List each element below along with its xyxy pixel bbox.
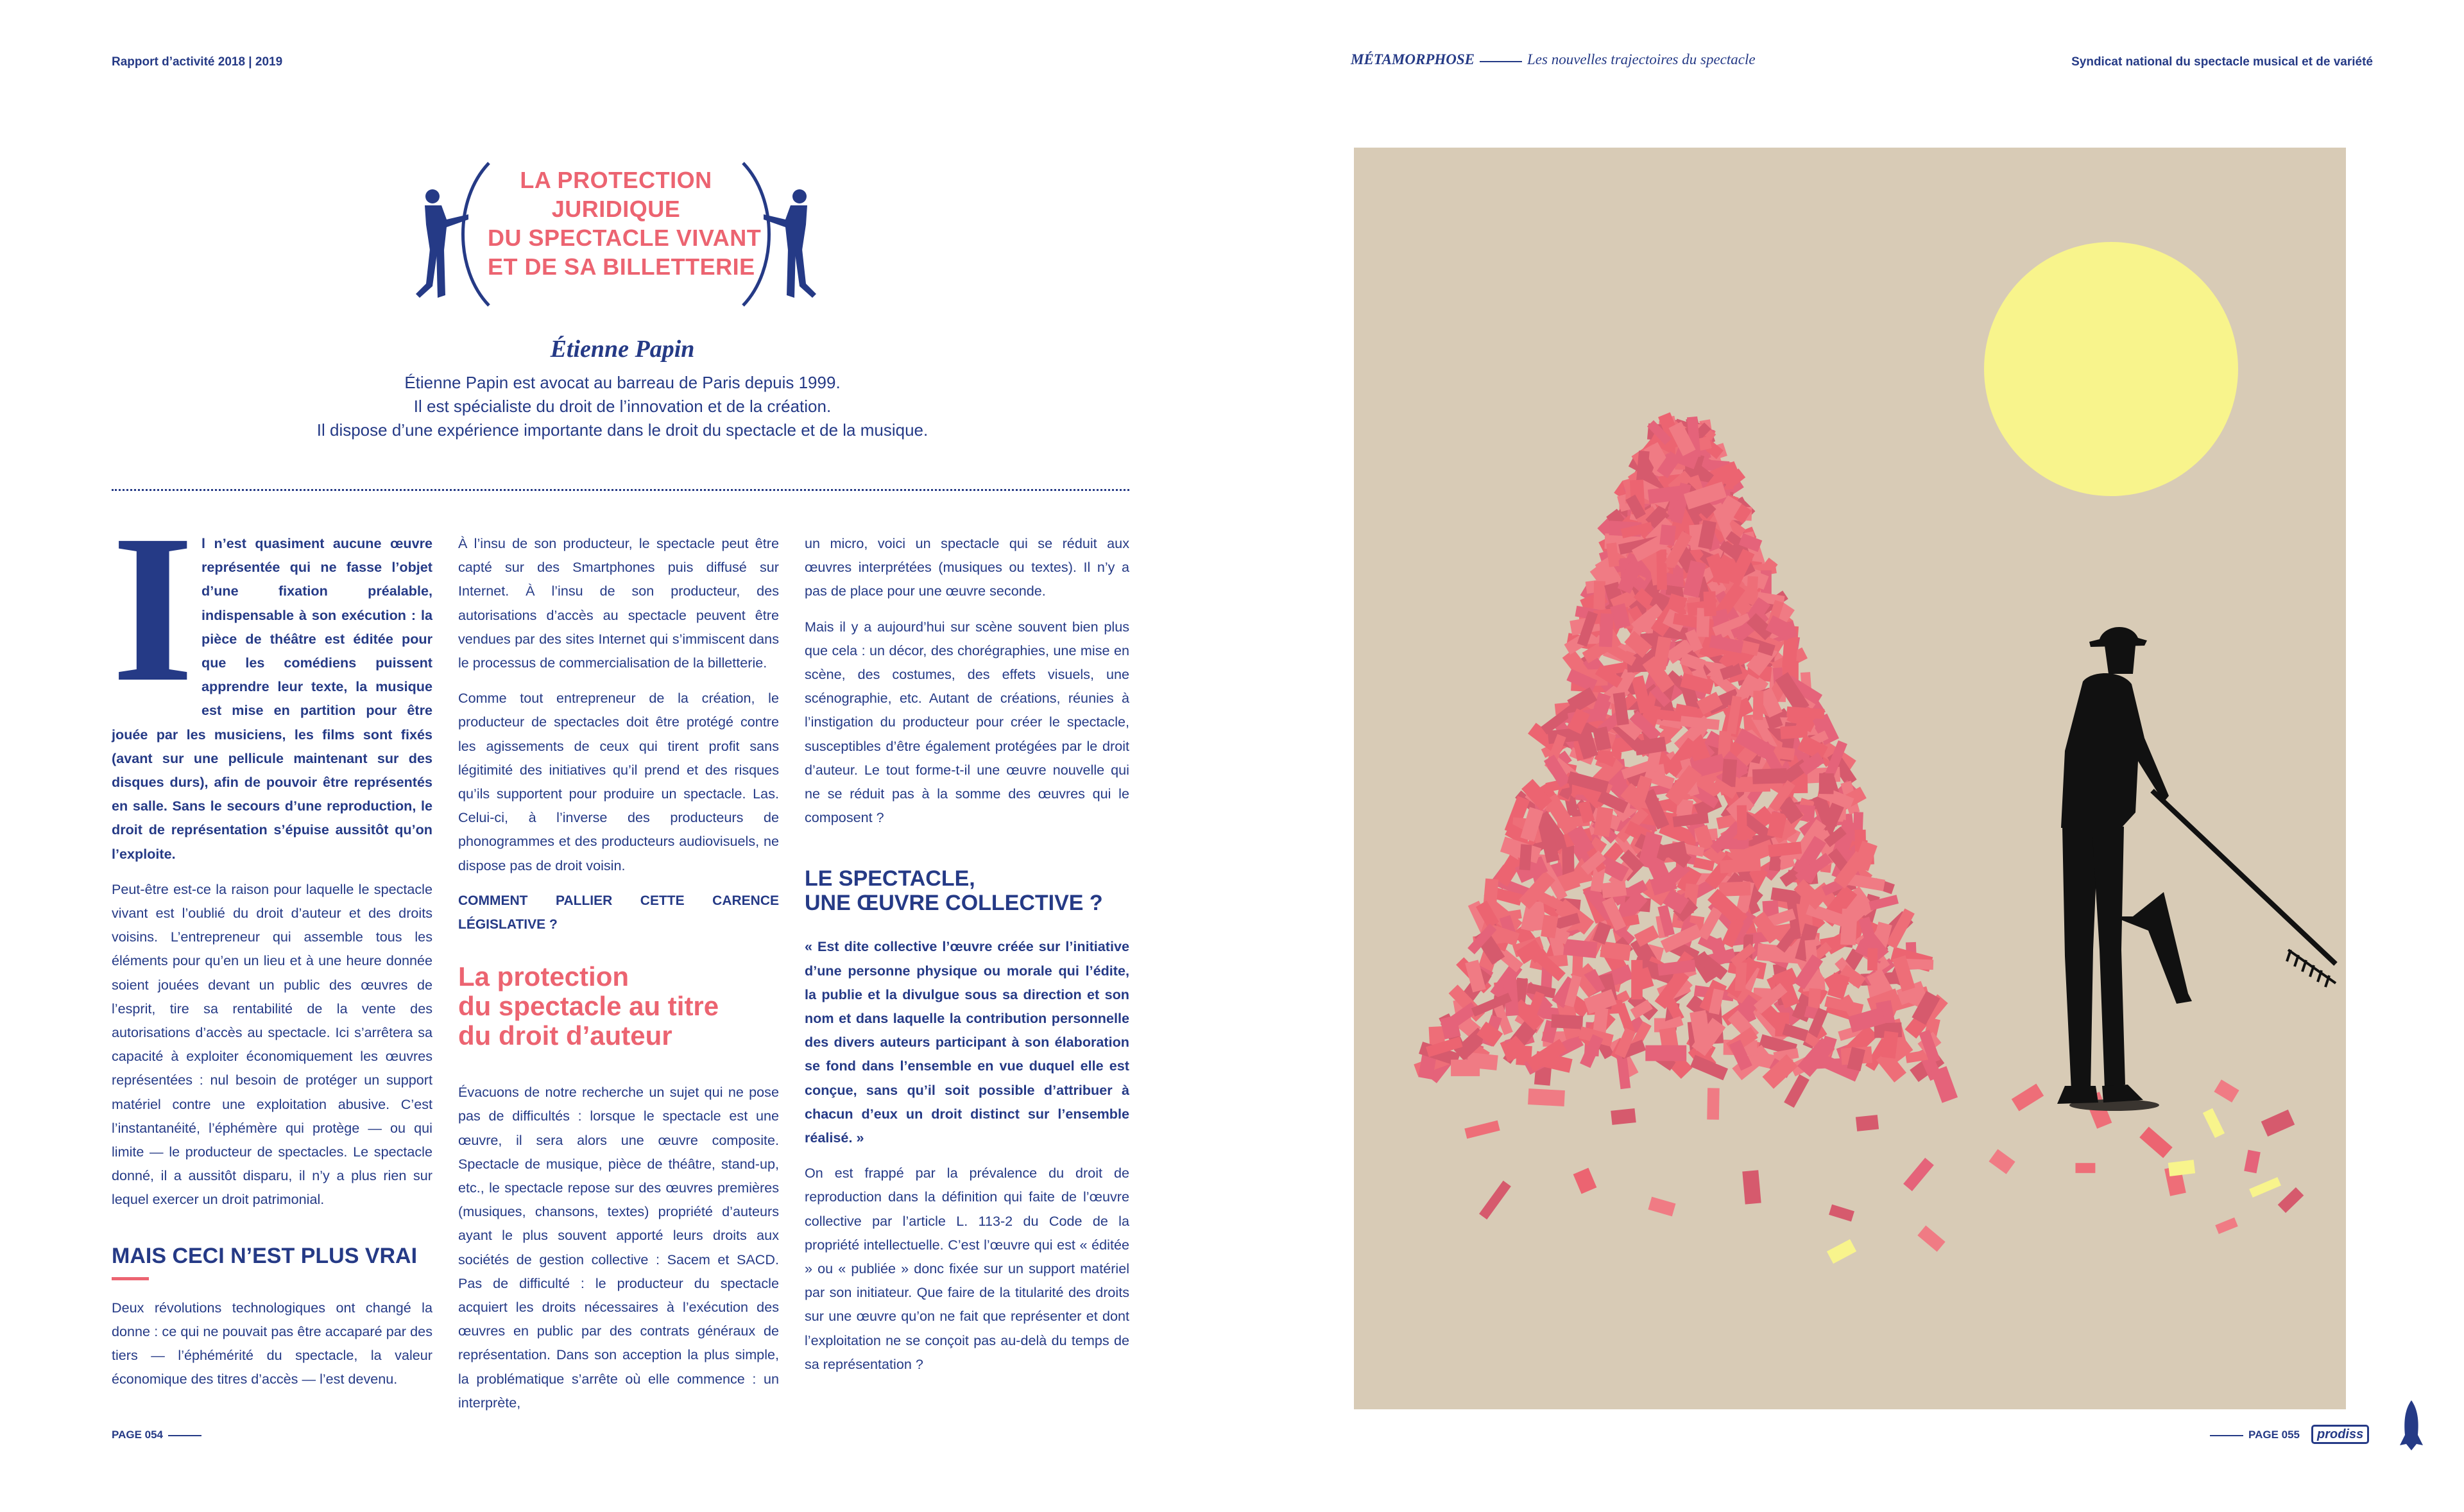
- paragraph: Comme tout entrepreneur de la création, le producteur de spectacles doit être protégé contre les agissements de ceux qui tirent profit sans légitimité des initiatives qu’il prend et des risques qu’ils supportent pour produire un spectacle. Las. Celui-ci, à l’inverse des producteurs de phonogrammes et des producteurs audiovisuels, ne dispose pas de droit voisin.: [458, 690, 779, 873]
- prodiss-logo: prodiss: [2311, 1425, 2369, 1444]
- subheading: COMMENT PALLIER CETTE CARENCE LÉGISLATIVE ?: [458, 893, 779, 932]
- paragraph: Peut-être est-ce la raison pour laquelle le spectacle vivant est l’oublié du droit d’auteur et des droits voisins. L’entrepreneur qui assemble tous les éléments pour qu’en un lieu et à une heure donnée soient jouées devant un public des œuvres de l’esprit, tire sa rentabilité de la vente des autorisations d’accès au spectacle. Ici s’arrêtera sa capacité à exploiter économiquement les œuvres représentées : nul besoin de protéger un support matériel contre une exploitation abusive. C’est l’instantanéité, l’éphémère qui protège — ou qui limite — le producteur de spectacles. Le spectacle donné, il a aussitôt disparu, il n’y a plus rien sur lequel exercer un droit patrimonial.: [112, 881, 432, 1208]
- report-title: Rapport d’activité 2018 | 2019: [112, 55, 283, 69]
- article-title: LA PROTECTION JURIDIQUE DU SPECTACLE VIVANT ET DE SA BILLETTERIE: [488, 167, 762, 280]
- author-name: Étienne Papin: [550, 336, 695, 363]
- column-3: [805, 531, 1129, 1387]
- magazine-subtitle: Les nouvelles trajectoires du spectacle: [1527, 51, 1756, 67]
- section-heading: MAIS CECI N’EST PLUS VRAI: [112, 1243, 418, 1268]
- column-2: [458, 531, 779, 1426]
- section-heading-pink: La protection du spectacle au titre du droit d’auteur: [458, 961, 719, 1051]
- sun: [1984, 242, 2238, 496]
- header-rule: [1480, 61, 1522, 62]
- illustration: [1354, 148, 2346, 1409]
- paragraph: On est frappé par la prévalence du droit de reproduction dans la définition qui faite de l’œuvre collective par l’article L. 113-2 du Code de la propriété intellectuelle. C’est l’œuvre qui est « éditée » ou « publiée » donc fixée sur un support matériel par son initiateur. Que faire de la titularité des droits sur une œuvre qu’on ne fait que représenter et dont l’exploitation ne se conçoit pas au-delà du temps de sa représentation ?: [805, 1165, 1129, 1372]
- paragraph: Évacuons de notre recherche un sujet qui ne pose pas de difficultés : lorsque le spectacle est une œuvre, il sera alors une œuvre composite. Spectacle de musique, pièce de théâtre, stand-up, etc., le spectacle repose sur des œuvres premières (musiques, chansons, textes) propriété d’auteurs ayant le plus souvent apporté leurs droits aux sociétés de gestion collective : Sacem et SACD. Pas de difficulté : le producteur du spectacle acquiert les droits nécessaires à l’exécution des œuvres en public par des contrats généraux de représentation. Dans son acception la plus simple, la problématique s’arrête où elle commence : un interprète,: [458, 1084, 779, 1411]
- paragraph: Deux révolutions technologiques ont changé la donne : ce qui ne pouvait pas être accaparé par des tiers — l’éphémérité du spectacle, la valeur économique des titres d’accès — l’est devenu.: [112, 1299, 432, 1387]
- drop-cap: I: [112, 492, 194, 726]
- legal-quote: « Est dite collective l’œuvre créée sur l’initiative d’une personne physique ou morale qui l’édite, la publie et la divulgue sous sa direction et son nom et dans laquelle la contribution personnelle des divers auteurs participant à son élaboration se fond dans l’ensemble en vue duquel elle est conçue, sans qu’il soit possible d’attribuer à chacun d’eux un droit distinct sur l’ensemble réalisé. »: [805, 938, 1129, 1146]
- magazine-title: MÉTAMORPHOSE: [1351, 51, 1475, 67]
- author-bio: Étienne Papin est avocat au barreau de Paris depuis 1999. Il est spécialiste du droit de l’innovation et de la création. Il dispose d’une expérience importante dans le droit du spectacle et de la musique.: [316, 373, 928, 440]
- paragraph: un micro, voici un spectacle qui se réduit aux œuvres interprétées (musiques ou textes). Il n’y a pas de place pour une œuvre seconde.: [805, 535, 1129, 599]
- paragraph: Mais il y a aujourd’hui sur scène souvent bien plus que cela : un décor, des chorégraphies, une mise en scène, des costumes, des effets visuels, une scénographie, etc. Autant de créations, réunies à l’instigation du producteur pour créer le spectacle, susceptibles d’être également protégées par le droit d’auteur. Le tout forme-t-il une œuvre nouvelle qui ne se réduit pas à la somme des œuvres qui le composent ?: [805, 618, 1129, 826]
- dotted-divider: [112, 489, 1129, 491]
- column-1: [112, 492, 432, 1403]
- magazine-header: [1351, 51, 1756, 68]
- rocket-icon: [2397, 1399, 2426, 1452]
- page-number-left: PAGE 054: [112, 1429, 207, 1441]
- man-pushing-bracket-left-icon: [393, 160, 495, 308]
- organization-name: Syndicat national du spectacle musical et de variété: [2071, 55, 2373, 69]
- paragraph: À l’insu de son producteur, le spectacle peut être capté sur des Smartphones puis diffusé sur Internet. À l’insu de son producteur, des autorisations d’accès au spectacle peuvent être vendues par des sites Internet qui s’immiscent dans le processus de commercialisation de la billetterie.: [458, 535, 779, 671]
- heading-underline: [112, 1277, 149, 1280]
- page-number-right: PAGE 055: [2205, 1429, 2300, 1441]
- section-heading: LE SPECTACLE, UNE ŒUVRE COLLECTIVE ?: [805, 866, 1103, 916]
- lead-paragraph: l n’est quasiment aucune œuvre représentée qui ne fasse l’objet d’une fixation préalable, indispensable à son exécution : la pièce de théâtre est éditée pour que les comédiens puissent apprendre leur texte, la musique est mise en partition pour être jouée par les musiciens, les films sont fixés (avant sur une pellicule maintenant sur des disques durs), afin de pouvoir être représentés en salle. Sans le secours d’une reproduction, le droit de représentation s’épuise aussitôt qu’on l’exploite.: [112, 535, 432, 862]
